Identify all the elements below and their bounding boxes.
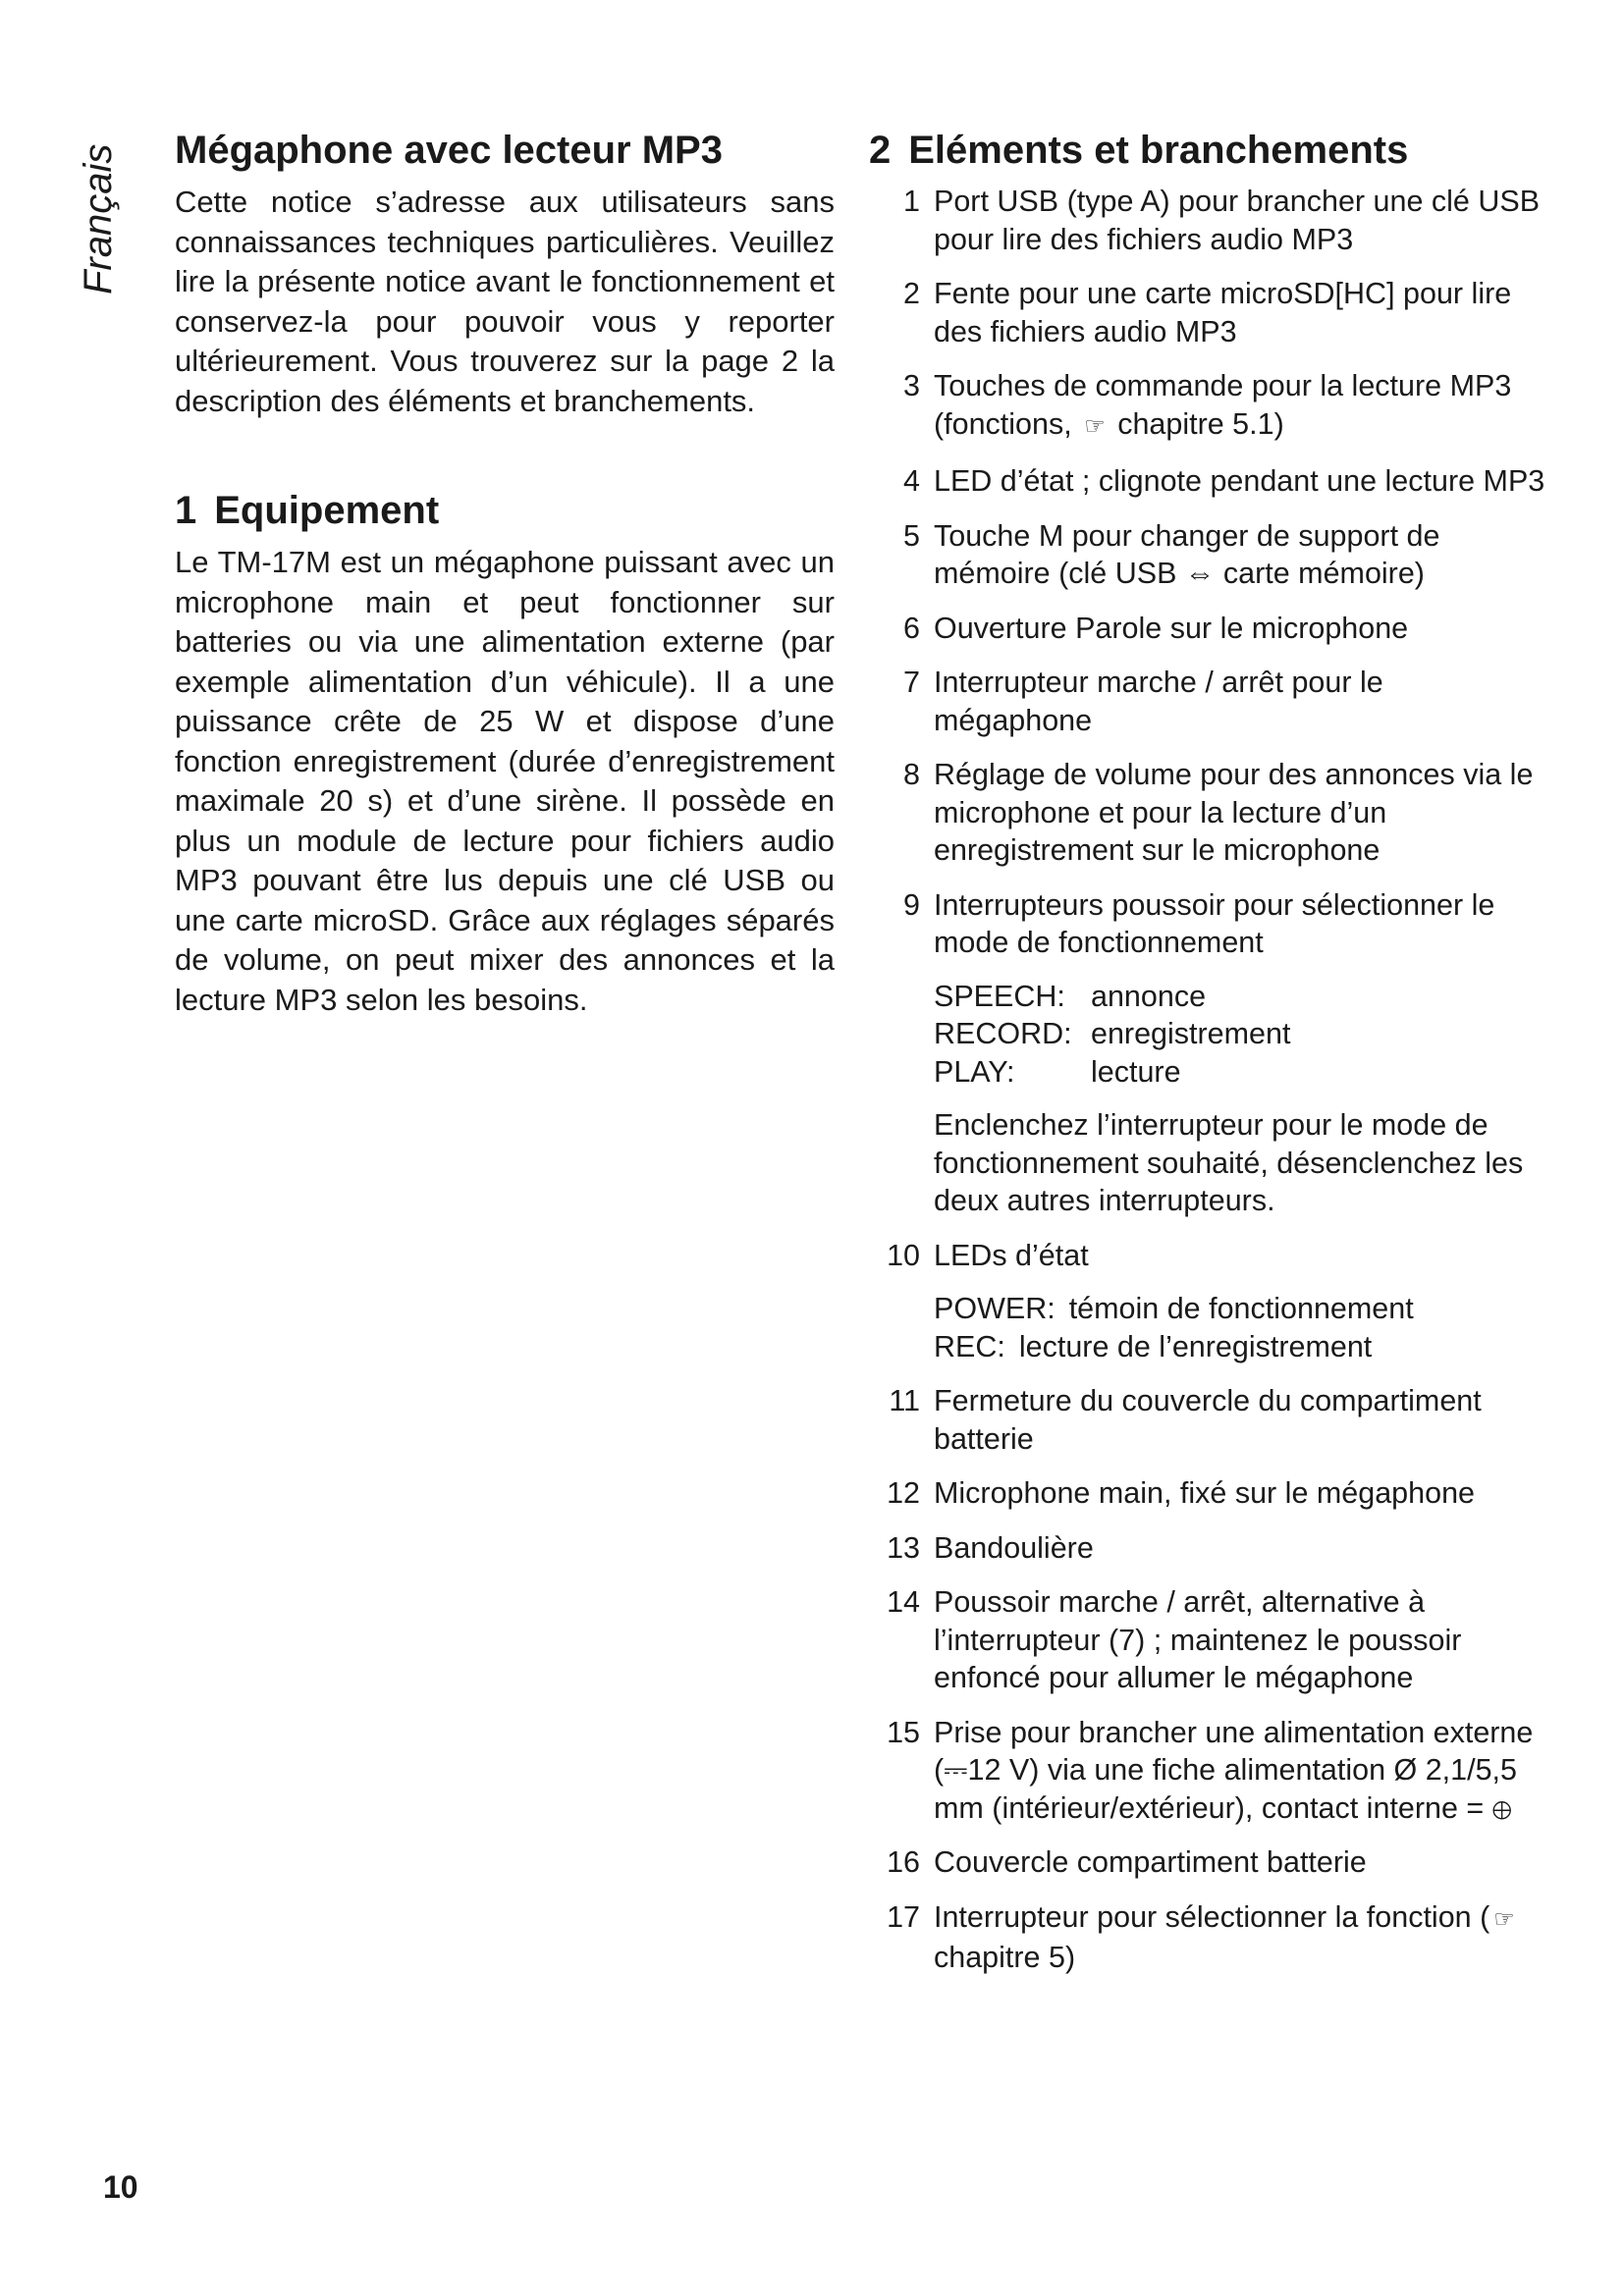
list-item: 2 Fente pour une carte microSD[HC] pour lire des fichiers audio MP3 xyxy=(903,277,1512,348)
led-table xyxy=(934,1290,1546,1365)
pointing-hand-icon: ☞ xyxy=(1084,412,1106,440)
list-item: 15 Prise pour brancher une alimentation externe (⎓12 V) via une fiche alimentation Ø 2,1/5,5 mm (intérieur/extérieur), contact interne = ⊕ xyxy=(887,1715,1534,1825)
list-item: 17 Interrupteur pour sélectionner la fonction ( ☞ chapitre 5) xyxy=(887,1899,1515,1974)
list-item: 8 Réglage de volume pour des annonces via le microphone et pour la lecture d’un enregistrement sur le microphone xyxy=(903,758,1534,867)
list-item: 9 Interrupteurs poussoir pour sélectionner le mode de fonctionnement SPEECH: annonce RECORD: enregistrement PLAY: lecture Enclenchez l’interrupteur pour le mode de fonctionnement souhaité, désenclenchez les deux autres interrupteurs. xyxy=(869,886,1546,1220)
section-title: Eléments et branchements xyxy=(908,129,1409,172)
language-tab: Français xyxy=(77,143,120,294)
elements-list xyxy=(869,183,1546,1977)
list-item: 12 Microphone main, fixé sur le mégaphone xyxy=(887,1476,1475,1510)
mode-row: SPEECH: annonce xyxy=(934,979,1207,1013)
section-2-heading xyxy=(869,128,1546,173)
section-number: 1 xyxy=(175,489,197,532)
list-item: 6 Ouverture Parole sur le microphone xyxy=(903,611,1409,645)
mode-row: PLAY: lecture xyxy=(934,1054,1181,1089)
led-row: REC: lecture de l’enregistrement xyxy=(934,1329,1373,1363)
left-column xyxy=(175,128,835,1020)
list-item: 1 Port USB (type A) pour brancher une clé USB pour lire des fichiers audio MP3 xyxy=(903,185,1541,256)
list-item: 4 LED d’état ; clignote pendant une lecture MP3 xyxy=(903,464,1545,498)
mode-note: Enclenchez l’interrupteur pour le mode de fonctionnement souhaité, désenclenchez les deux autres interrupteurs. xyxy=(934,1108,1524,1217)
mode-row: RECORD: enregistrement xyxy=(934,1017,1291,1050)
equipment-paragraph: Le TM-17M est un mégaphone puissant avec un microphone main et peut fonctionner sur batteries ou via une alimentation externe (par exemple alimentation d’un véhicule). Il a une puissance crête de 25 W et dispose d’une fonction enregistrement (durée d’enregistrement maximale 20 s) et d’une sirène. Il possède en plus un module de lecture pour fichiers audio MP3 pouvant être lus depuis une clé USB ou une carte microSD. Grâce aux réglages séparés de volume, on peut mixer des annonces et la lecture MP3 selon les besoins. xyxy=(175,545,835,1017)
page-number: 10 xyxy=(103,2169,138,2205)
section-number: 2 xyxy=(869,129,892,172)
list-item: 16 Couvercle compartiment batterie xyxy=(887,1845,1367,1879)
list-item: 5 Touche M pour changer de support de mémoire (clé USB ⇔ carte mémoire) xyxy=(903,518,1440,590)
section-title: Equipement xyxy=(214,489,440,532)
document-title: Mégaphone avec lecteur MP3 xyxy=(175,129,723,172)
right-column xyxy=(869,128,1546,1994)
list-item: 7 Interrupteur marche / arrêt pour le mégaphone xyxy=(903,666,1383,737)
list-item: 11 Fermeture du couvercle du compartiment batterie xyxy=(889,1384,1482,1456)
section-1-heading xyxy=(175,488,835,533)
list-item: 10 LEDs d’état POWER: témoin de fonctionnement REC: lecture de l’enregistrement xyxy=(869,1237,1546,1366)
led-row: POWER: témoin de fonctionnement xyxy=(934,1292,1414,1325)
list-item: 13 Bandoulière xyxy=(887,1530,1094,1565)
list-item: 3 Touches de commande pour la lecture MP3 (fonctions, ☞ chapitre 5.1) xyxy=(869,367,1546,446)
mode-table xyxy=(934,978,1546,1092)
intro-paragraph: Cette notice s’adresse aux utilisateurs sans connaissances techniques particulières. Veuillez lire la présente notice avant le fonctionnement et conservez-la pour pouvoir vous y reporter ultérieurement. Vous trouverez sur la page 2 la description des éléments et branchements. xyxy=(175,185,835,418)
pointing-hand-icon: ☞ xyxy=(1493,1905,1515,1933)
list-item: 14 Poussoir marche / arrêt, alternative à l’interrupteur (7) ; maintenez le poussoir enfoncé pour allumer le mégaphone xyxy=(887,1585,1462,1694)
